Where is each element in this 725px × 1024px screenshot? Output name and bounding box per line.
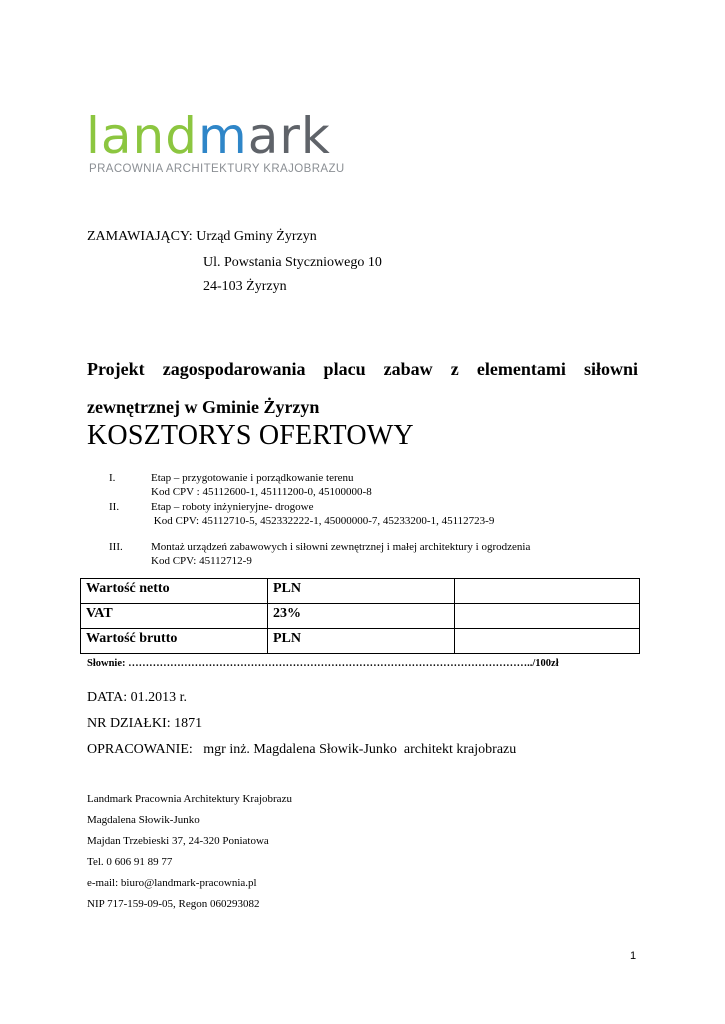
stage-number: II. xyxy=(109,501,120,513)
stage-description: Montaż urządzeń zabawowych i siłowni zewnętrznej i małej architektury i ogrodzenia xyxy=(151,541,531,553)
logo-part-land: land xyxy=(86,107,198,165)
project-title: Projekt zagospodarowania placu zabaw z elementami siłowni zewnętrznej w Gminie Żyrzyn xyxy=(87,359,638,417)
stage-cpv: Kod CPV: 45112712-9 xyxy=(151,555,252,567)
stage-description: Etap – roboty inżynieryjne- drogowe xyxy=(151,501,314,513)
stage-cpv: Kod CPV: 45112710-5, 452332222-1, 45000000-7, 45233200-1, 45112723-9 xyxy=(151,515,495,527)
stage-number: III. xyxy=(109,541,123,553)
stage-number: I. xyxy=(109,472,116,484)
row-value xyxy=(455,604,640,629)
amount-in-words: Słownie: ……………………………………………………………………………………………………../100zł xyxy=(87,658,559,669)
plot-number: NR DZIAŁKI: 1871 xyxy=(87,716,203,731)
footer-person: Magdalena Słowik-Junko xyxy=(87,814,200,826)
row-label: Wartość netto xyxy=(81,579,268,604)
logo-wordmark xyxy=(86,108,345,164)
row-value xyxy=(455,629,640,654)
logo-part-ark: ark xyxy=(247,107,331,165)
client-street: Ul. Powstania Styczniowego 10 xyxy=(203,255,382,270)
stage-cpv: Kod CPV : 45112600-1, 45111200-0, 45100000-8 xyxy=(151,486,372,498)
table-row xyxy=(81,629,640,654)
logo-part-m: m xyxy=(197,107,248,165)
client-city: 24-103 Żyrzyn xyxy=(203,279,287,294)
row-unit: PLN xyxy=(268,579,455,604)
row-value xyxy=(455,579,640,604)
client-label: ZAMAWIAJĄCY: xyxy=(87,229,193,244)
footer-phone: Tel. 0 606 91 89 77 xyxy=(87,856,173,868)
row-unit: PLN xyxy=(268,629,455,654)
footer-email: e-mail: biuro@landmark-pracownia.pl xyxy=(87,877,257,889)
values-table xyxy=(80,578,640,654)
document-date: DATA: 01.2013 r. xyxy=(87,690,187,705)
table-row xyxy=(81,579,640,604)
client-line xyxy=(87,229,317,245)
document-title: KOSZTORYS OFERTOWY xyxy=(87,420,414,451)
logo-subtitle: PRACOWNIA ARCHITEKTURY KRAJOBRAZU xyxy=(89,163,345,175)
footer-tax-ids: NIP 717-159-09-05, Regon 060293082 xyxy=(87,898,260,910)
stage-description: Etap – przygotowanie i porządkowanie terenu xyxy=(151,472,354,484)
company-logo xyxy=(86,108,345,175)
row-unit: 23% xyxy=(268,604,455,629)
row-label: Wartość brutto xyxy=(81,629,268,654)
table-row xyxy=(81,604,640,629)
footer-address: Majdan Trzebieski 37, 24-320 Poniatowa xyxy=(87,835,269,847)
footer-company: Landmark Pracownia Architektury Krajobrazu xyxy=(87,793,292,805)
page-number: 1 xyxy=(630,950,637,962)
row-label: VAT xyxy=(81,604,268,629)
client-name: Urząd Gminy Żyrzyn xyxy=(196,229,317,244)
prepared-by: OPRACOWANIE: mgr inż. Magdalena Słowik-Junko architekt krajobrazu xyxy=(87,742,517,757)
